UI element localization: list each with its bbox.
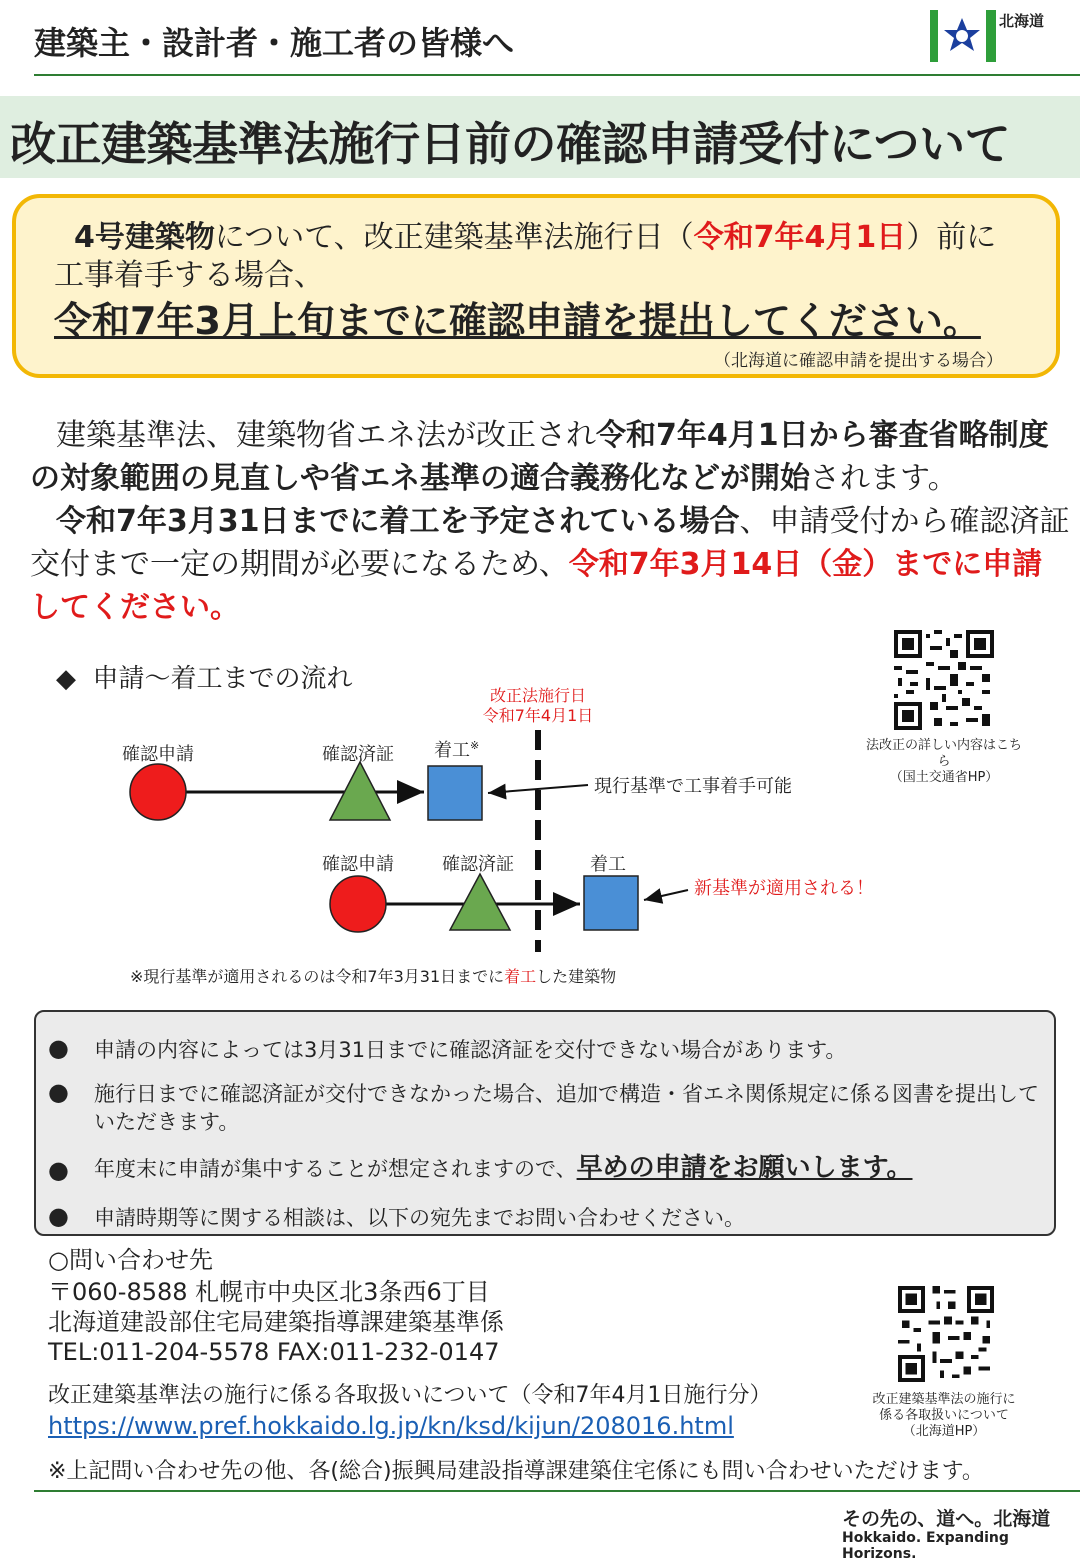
info-item-2: 施行日までに確認済証が交付できなかった場合、追加で構造・省エネ関係規定に係る図書を提出していただきます。 [94,1082,1039,1134]
footer-tagline: Hokkaido. Expanding Horizons. [842,1530,1009,1562]
link-title: 改正建築基準法の施行に係る各取扱いについて（令和7年4月1日施行分） [48,1383,772,1408]
info-item-3 [94,1154,1044,1183]
qr-code-hokkaido[interactable] [898,1286,994,1382]
qr-caption-hokkaido [856,1392,1032,1440]
row2-cert-label: 確認済証 [442,854,514,875]
row2-cert-triangle [450,874,510,930]
footer-brand: その先の、道へ。北海道 [842,1508,1051,1530]
p1-a: 建築基準法、建築物省エネ法が改正され [56,418,596,453]
row2-arrow-note: 新基準が適用される！ [694,878,874,899]
qr1-caption-line-3: （国土交通省HP） [889,770,999,785]
qr2-caption-line-1: 改正建築基準法の施行に [872,1392,1016,1407]
row1-start-mark: ※ [470,739,480,752]
flow-footnote [130,964,616,987]
notice-date: 令和7年4月1日 [693,220,907,255]
notice-end: ）前に [906,220,997,255]
intro-paragraph [30,414,1070,629]
divider-label-1: 改正法施行日 [489,686,586,705]
row2-apply-label: 確認申請 [322,854,394,875]
footnote-a: ※現行基準が適用されるのは令和7年3月31日までに [130,967,505,986]
info-item-3-b: 早めの申請をお願いします。 [576,1153,913,1183]
row1-cert-label: 確認済証 [322,744,394,765]
row1-apply-circle [130,764,186,820]
info-item-4: 申請時期等に関する相談は、以下の宛先までお問い合わせください。 [94,1206,745,1230]
footnote-b: 着工 [504,967,537,986]
flow-title-text: 申請～着工までの流れ [92,664,353,694]
row2-note-arrow [644,890,688,900]
row1-arrow-note: 現行基準で工事着手可能 [594,776,792,797]
p2-c: 令和7年3月14日（金）までに申請してください。 [30,547,1043,625]
row2-apply-circle [330,876,386,932]
bullet-icon: ● [48,1156,69,1184]
diamond-icon: ◆ [56,664,76,694]
p1-c: されます。 [810,461,958,496]
audience-heading: 建築主・設計者・施工者の皆様へ [34,24,515,62]
reference-link[interactable]: https://www.pref.hokkaido.lg.jp/kn/ksd/kijun/208016.html [48,1412,734,1440]
hokkaido-emblem-icon [930,10,996,62]
contact-note: ※上記問い合わせ先の他、各(総合)振興局建設指導課建築住宅係にも問い合わせいただけます。 [48,1459,984,1484]
info-item-1: 申請の内容によっては3月31日までに確認済証を交付できない場合があります。 [94,1038,847,1062]
row1-apply-label: 確認申請 [122,744,194,765]
notice-text: について、改正建築基準法施行日（ [214,220,694,255]
contact-heading: ○問い合わせ先 [48,1246,213,1274]
divider-label-2: 令和7年4月1日 [482,706,594,725]
footer-rule [34,1490,1080,1492]
notice-line-2: 工事着手する場合、 [54,258,324,293]
qr2-caption-line-3: （北海道HP） [902,1424,986,1439]
p2-a: 令和7年3月31日までに着工を予定されている場合 [56,504,740,539]
header-rule [34,74,1080,76]
qr2-caption-line-2: 係る各取扱いについて [879,1408,1009,1423]
flow-title [56,658,353,695]
row1-start-label [434,736,479,762]
notice-headline: 令和7年3月上旬までに確認申請を提出してください。 [54,299,981,343]
info-item-3-a: 年度末に申請が集中することが想定されますので、 [94,1157,577,1181]
bullet-icon: ● [48,1202,69,1230]
notice-4go: 4号建築物 [74,220,215,255]
bullet-icon: ● [48,1034,69,1062]
divider-label [478,686,598,726]
qr1-caption-line-1: 法改正の詳しい内容はこち [865,738,1022,753]
qr1-caption-line-2: ら [937,754,951,769]
row2-start-square [584,876,638,930]
contact-phone: TEL:011-204-5578 FAX:011-232-0147 [48,1338,500,1366]
notice-note: （北海道に確認申請を提出する場合） [714,351,1003,371]
contact-dept: 北海道建設部住宅局建築指導課建築基準係 [48,1308,504,1336]
p1-b: 令和7年4月1日から審査省略制度の対象範囲の見直しや省エネ基準の適合義務化などが開始 [30,418,1049,496]
row1-start-text: 着工 [434,740,470,761]
row2-start-label: 着工 [590,854,626,875]
p2-b: 、申請受付から確認済証交付まで一定の期間が必要になるため、 [30,504,1070,582]
row1-start-square [428,766,482,820]
footnote-c: した建築物 [536,967,617,986]
contact-address: 〒060-8588 札幌市中央区北3条西6丁目 [48,1278,490,1306]
page-title: 改正建築基準法施行日前の確認申請受付について [10,117,1011,171]
bullet-icon: ● [48,1078,69,1106]
logo-text: 北海道 [999,12,1045,30]
qr-code-mlit[interactable] [894,630,994,730]
